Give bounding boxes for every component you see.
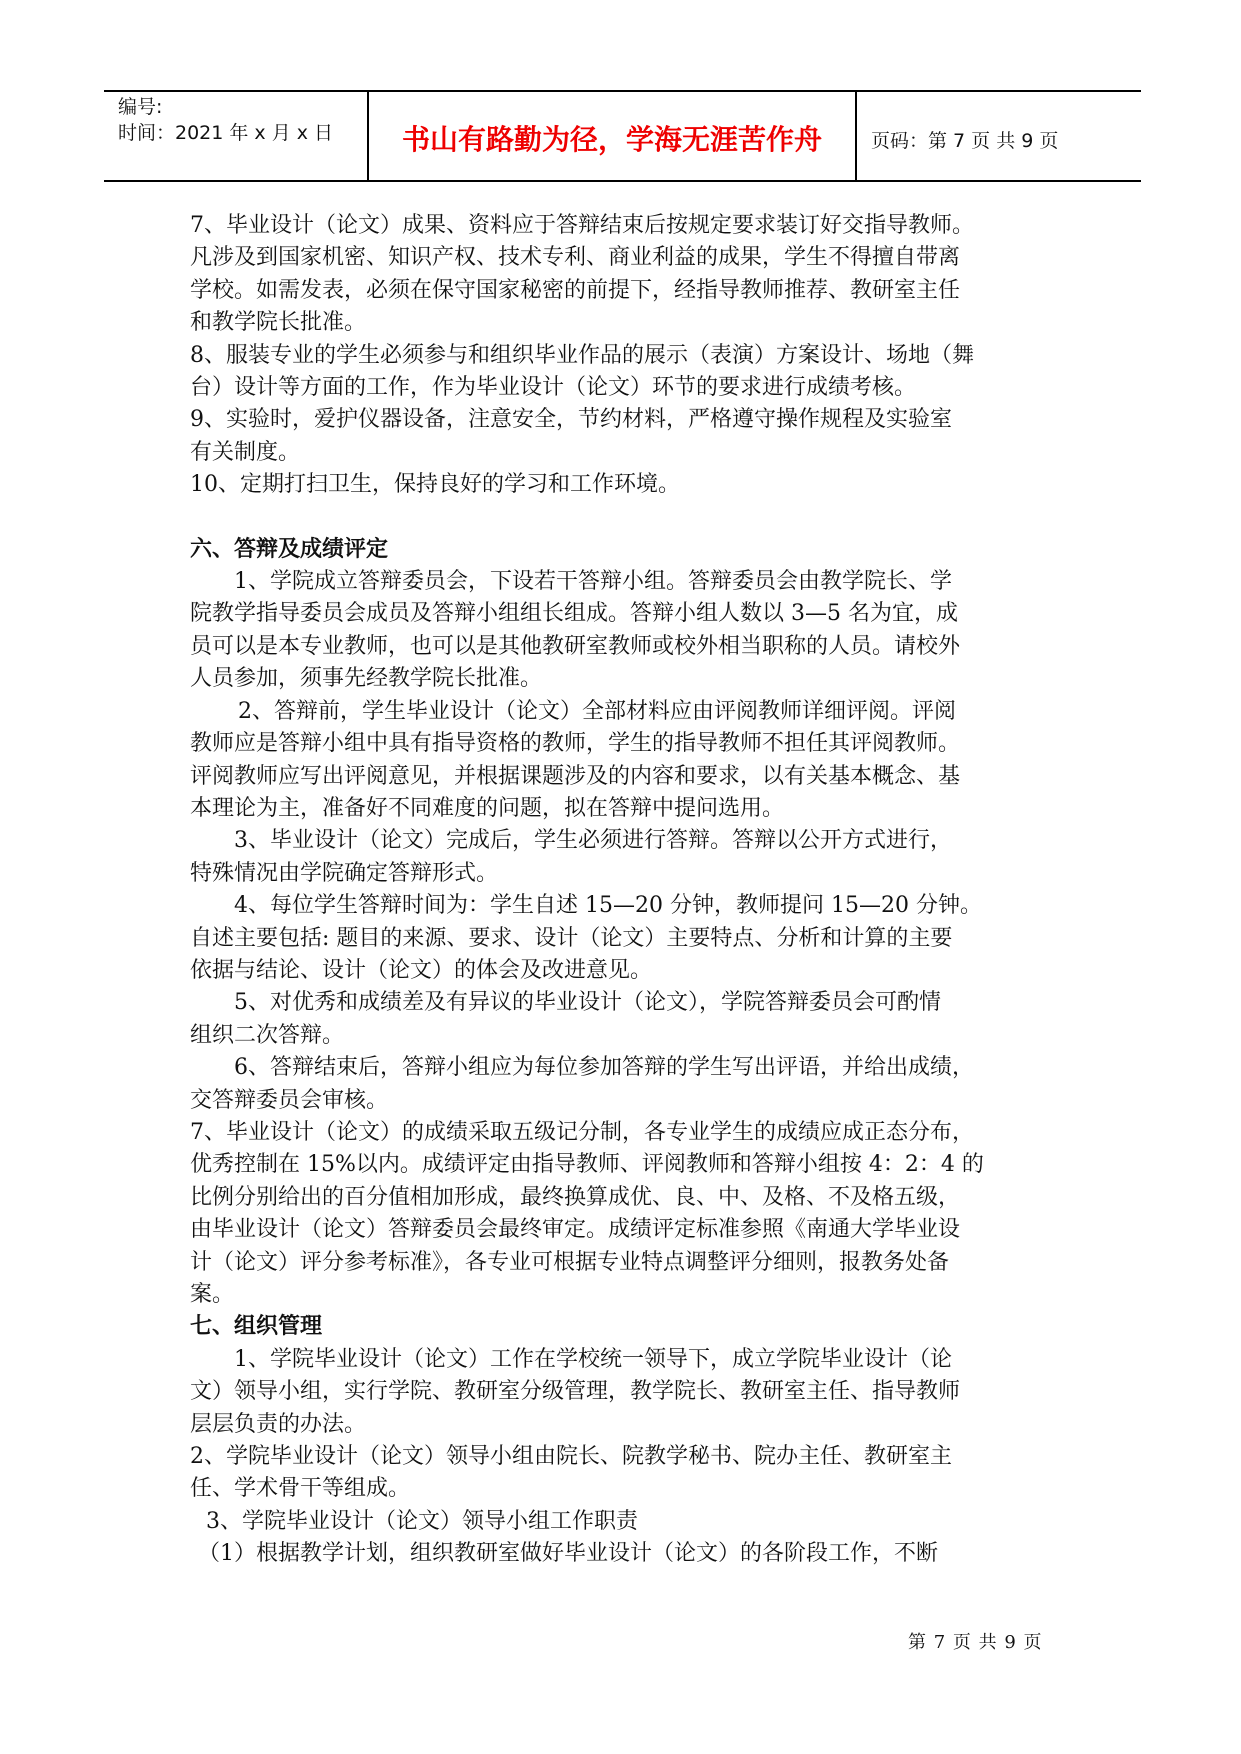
body-text-line: 比例分别给出的百分值相加形成，最终换算成优、良、中、及格、不及格五级，	[190, 1184, 961, 1210]
body-text-line: 依据与结论、设计（论文）的体会及改进意见。	[190, 957, 653, 983]
body-text-line: 2、答辩前，学生毕业设计（论文）全部材料应由评阅教师详细评阅。评阅	[238, 698, 956, 724]
body-text-line: 有关制度。	[190, 439, 301, 465]
body-text-line: 优秀控制在 15%以内。成绩评定由指导教师、评阅教师和答辩小组按 4：2：4 的	[190, 1152, 984, 1178]
body-text-line: 9、实验时，爱护仪器设备，注意安全，节约材料，严格遵守操作规程及实验室	[190, 407, 952, 433]
section-heading: 七、组织管理	[190, 1314, 323, 1340]
body-text-line: 交答辩委员会审核。	[190, 1087, 389, 1113]
body-text-line: 学校。如需发表，必须在保守国家秘密的前提下，经指导教师推荐、教研室主任	[190, 277, 961, 303]
body-text-line: 层层负责的办法。	[190, 1411, 367, 1437]
body-text-line: （1）根据教学计划，组织教研室做好毕业设计（论文）的各阶段工作，不断	[198, 1541, 938, 1567]
body-text-line: 自述主要包括: 题目的来源、要求、设计（论文）主要特点、分析和计算的主要	[190, 925, 953, 951]
body-text-line: 员可以是本专业教师，也可以是其他教研室教师或校外相当职称的人员。请校外	[190, 633, 961, 659]
body-text-line: 凡涉及到国家机密、知识产权、技术专利、商业利益的成果，学生不得擅自带离	[190, 245, 961, 271]
header-meta-cell	[104, 92, 369, 180]
document-body	[190, 210, 1070, 1571]
body-text-line: 3、学院毕业设计（论文）领导小组工作职责	[206, 1508, 638, 1534]
body-text-line: 计（论文）评分参考标准》，各专业可根据专业特点调整评分细则，报教务处备	[190, 1249, 950, 1275]
body-text-line: 评阅教师应写出评阅意见，并根据课题涉及的内容和要求，以有关基本概念、基	[190, 763, 961, 789]
body-text-line: 任、学术骨干等组成。	[190, 1476, 411, 1502]
body-text-line: 由毕业设计（论文）答辩委员会最终审定。成绩评定标准参照《南通大学毕业设	[190, 1217, 961, 1243]
body-text-line: 4、每位学生答辩时间为：学生自述 15—20 分钟，教师提问 15—20 分钟。	[234, 893, 982, 919]
body-text-line: 本理论为主，准备好不同难度的问题，拟在答辩中提问选用。	[190, 795, 785, 821]
body-text-line: 特殊情况由学院确定答辩形式。	[190, 860, 499, 886]
body-text-line: 5、对优秀和成绩差及有异议的毕业设计（论文），学院答辩委员会可酌情	[234, 990, 941, 1016]
header-motto: 书山有路勤为径，学海无涯苦作舟	[369, 92, 857, 180]
document-time-label: 时间：2021 年 x 月 x 日	[118, 122, 334, 144]
page-footer: 第 7 页 共 9 页	[908, 1632, 1043, 1653]
body-text-line: 8、服装专业的学生必须参与和组织毕业作品的展示（表演）方案设计、场地（舞	[190, 342, 974, 368]
body-text-line: 组织二次答辩。	[190, 1022, 345, 1048]
body-text-line: 和教学院长批准。	[190, 310, 367, 336]
header-page-label: 页码：第 7 页 共 9 页	[871, 129, 1059, 152]
body-text-line: 文）领导小组，实行学院、教研室分级管理，教学院长、教研室主任、指导教师	[190, 1379, 961, 1405]
body-text-line: 3、毕业设计（论文）完成后，学生必须进行答辩。答辩以公开方式进行，	[234, 828, 952, 854]
body-text-line: 2、学院毕业设计（论文）领导小组由院长、院教学秘书、院办主任、教研室主	[190, 1444, 952, 1470]
document-header	[104, 90, 1141, 182]
document-number-label: 编号:	[118, 96, 163, 118]
body-text-line: 案。	[190, 1282, 235, 1307]
body-text-line: 1、学院毕业设计（论文）工作在学校统一领导下，成立学院毕业设计（论	[234, 1346, 952, 1372]
body-text-line: 院教学指导委员会成员及答辩小组组长组成。答辩小组人数以 3—5 名为宜，成	[190, 601, 958, 627]
body-text-line: 7、毕业设计（论文）的成绩采取五级记分制，各专业学生的成绩应成正态分布，	[190, 1119, 974, 1145]
body-text-line: 教师应是答辩小组中具有指导资格的教师，学生的指导教师不担任其评阅教师。	[190, 731, 961, 757]
body-text-line: 1、学院成立答辩委员会，下设若干答辩小组。答辩委员会由教学院长、学	[234, 569, 952, 595]
body-text-line: 人员参加，须事先经教学院长批准。	[190, 666, 543, 692]
body-text-line: 10、定期打扫卫生，保持良好的学习和工作环境。	[190, 472, 680, 498]
paragraph-gap	[190, 502, 1070, 534]
body-text-line: 6、答辩结束后，答辩小组应为每位参加答辩的学生写出评语，并给出成绩，	[234, 1055, 974, 1081]
body-text-line: 7、毕业设计（论文）成果、资料应于答辩结束后按规定要求装订好交指导教师。	[190, 213, 974, 238]
section-heading: 六、答辩及成绩评定	[190, 536, 389, 562]
body-text-line: 台）设计等方面的工作，作为毕业设计（论文）环节的要求进行成绩考核。	[190, 375, 917, 401]
